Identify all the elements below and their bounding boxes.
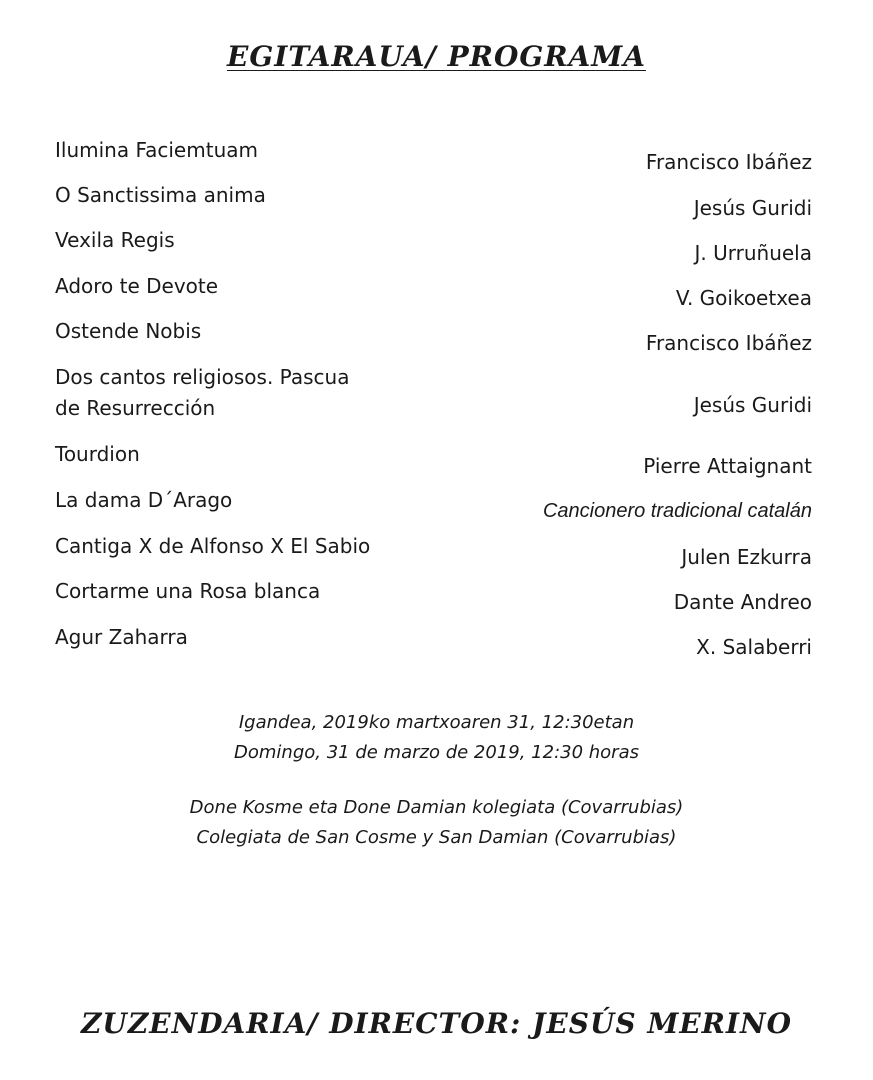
- composer-name: Dante Andreo: [673, 590, 812, 614]
- work-title: O Sanctissima anima: [55, 183, 266, 207]
- work-title: Cortarme una Rosa blanca: [55, 579, 321, 603]
- composer-name: Jesús Guridi: [693, 196, 812, 220]
- composer-name: Jesús Guridi: [693, 393, 812, 417]
- work-title: Ilumina Faciemtuam: [55, 138, 258, 162]
- work-title: Vexila Regis: [55, 228, 175, 252]
- composer-name: Pierre Attaignant: [643, 454, 812, 478]
- work-title: Tourdion: [55, 442, 140, 466]
- event-date-spanish: Domingo, 31 de marzo de 2019, 12:30 horas: [234, 742, 639, 763]
- composer-name: J. Urruñuela: [694, 241, 812, 265]
- work-title: La dama D´Arago: [55, 488, 233, 512]
- composer-name: V. Goikoetxea: [675, 286, 812, 310]
- work-title: Adoro te Devote: [55, 274, 219, 298]
- program-title: EGITARAUA/ PROGRAMA: [227, 40, 646, 73]
- composer-name: Julen Ezkurra: [681, 545, 812, 569]
- composer-name: Cancionero tradicional catalán: [542, 500, 812, 522]
- event-date-basque: Igandea, 2019ko martxoaren 31, 12:30etan: [238, 712, 635, 733]
- event-venue-spanish: Colegiata de San Cosme y San Damian (Covarrubias): [196, 827, 677, 848]
- composer-name: Francisco Ibáñez: [645, 331, 812, 355]
- composer-name: Francisco Ibáñez: [645, 150, 812, 174]
- director-credit: ZUZENDARIA/ DIRECTOR: JESÚS MERINO: [80, 1007, 793, 1040]
- composer-name: X. Salaberri: [696, 635, 812, 659]
- work-title-continued: de Resurrección: [55, 396, 216, 420]
- event-venue-basque: Done Kosme eta Done Damian kolegiata (Covarrubias): [189, 797, 684, 818]
- work-title: Ostende Nobis: [55, 319, 202, 343]
- work-title: Dos cantos religiosos. Pascua: [55, 365, 350, 389]
- work-title: Cantiga X de Alfonso X El Sabio: [55, 534, 371, 558]
- work-title: Agur Zaharra: [55, 625, 188, 649]
